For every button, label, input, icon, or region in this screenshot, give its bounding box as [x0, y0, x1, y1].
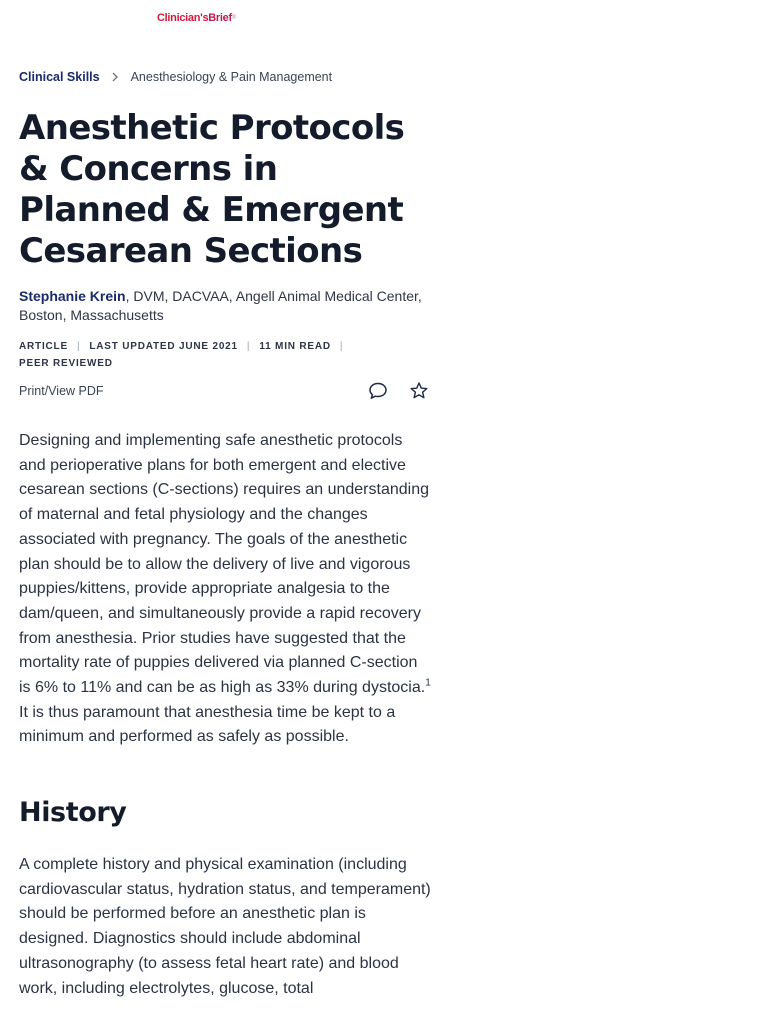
- article-meta: [19, 338, 439, 372]
- intro-text-part1: Designing and implementing safe anesthetic protocols and perioperative plans for both emergent and elective cesarean sections (C-sections) requires an understanding of maternal and fetal physiology and the changes associated with pregnancy. The goals of the anesthetic plan should be to allow the delivery of live and vigorous puppies/kittens, provide appropriate analgesia to the dam/queen, and simultaneously provide a rapid recovery from anesthesia. Prior studies have suggested that the mortality rate of puppies delivered via planned C-section is 6% to 11% and can be as high as 33% during dystocia.: [19, 432, 429, 697]
- meta-read-time: 11 MIN READ: [259, 341, 331, 352]
- logo-text-clinicians: Clinician's: [157, 12, 209, 24]
- article-byline: [19, 287, 439, 325]
- intro-text-part2: It is thus paramount that anesthesia time be kept to a minimum and performed as safely as possible.: [19, 703, 396, 746]
- comment-button[interactable]: [367, 380, 389, 402]
- breadcrumb-link-clinical-skills[interactable]: Clinical Skills: [19, 70, 100, 84]
- logo-registered-mark: ®: [231, 15, 236, 21]
- author-link[interactable]: Stephanie Krein: [19, 288, 126, 304]
- meta-last-updated: LAST UPDATED JUNE 2021: [89, 341, 238, 352]
- author-credentials: , DVM, DACVAA, Angell Animal Medical Center, Boston, Massachusetts: [19, 288, 422, 323]
- history-paragraph: A complete history and physical examination (including cardiovascular status, hydration status, and temperament) should be performed before an anesthetic plan is designed. Diagnostics should include abdominal ultrasonography (to assess fetal heart rate) and blood work, including electrolytes, glucose, total: [19, 856, 431, 997]
- bookmark-button[interactable]: [408, 380, 430, 402]
- meta-peer-reviewed: PEER REVIEWED: [19, 358, 113, 369]
- article-title: Anesthetic Protocols & Concerns in Planned & Emergent Cesarean Sections: [19, 108, 405, 271]
- meta-divider: |: [76, 341, 81, 352]
- logo-text-brief: Brief: [208, 12, 232, 24]
- star-icon: [409, 381, 429, 401]
- site-logo[interactable]: [157, 11, 236, 25]
- article-intro-paragraph: [19, 429, 433, 750]
- meta-divider: |: [246, 341, 251, 352]
- comment-icon: [368, 381, 388, 401]
- citation-ref[interactable]: 1: [425, 677, 431, 689]
- section-heading-history: History: [19, 797, 127, 828]
- chevron-right-icon: [111, 72, 121, 82]
- print-pdf-link[interactable]: Print/View PDF: [19, 384, 104, 398]
- meta-article-type: ARTICLE: [19, 341, 68, 352]
- breadcrumb-link-category[interactable]: Anesthesiology & Pain Management: [130, 70, 333, 84]
- meta-divider: |: [339, 341, 344, 352]
- breadcrumb: [19, 68, 332, 86]
